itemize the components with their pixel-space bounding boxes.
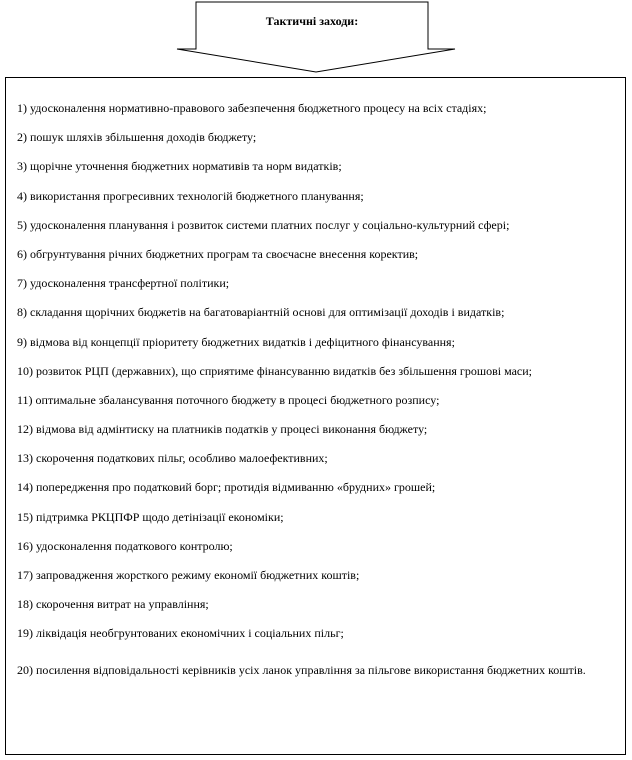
list-item: 11) оптимальне збалансування поточного бюджету в процесі бюджетного розпису; xyxy=(17,392,440,407)
list-item: 16) удосконалення податкового контролю; xyxy=(17,538,233,553)
header-title: Тактичні заходи: xyxy=(265,14,359,28)
measures-box xyxy=(5,77,626,755)
list-item: 4) використання прогресивних технологій бюджетного планування; xyxy=(17,188,364,203)
list-item: 8) складання щорічних бюджетів на багатоваріантній основі для оптимізації доходів і видатків; xyxy=(17,305,505,320)
down-arrow-shape xyxy=(0,0,632,80)
measures-list xyxy=(6,101,625,685)
list-item: 20) посилення відповідальності керівників усіх ланок управління за пільгове використання бюджетних коштів. xyxy=(17,662,586,677)
list-item: 13) скорочення податкових пільг, особливо малоефективних; xyxy=(17,451,328,466)
list-item: 19) ліквідація необгрунтованих економічних і соціальних пільг; xyxy=(17,626,344,641)
list-item: 5) удосконалення планування і розвиток системи платних послуг у соціально-культурний сфері; xyxy=(17,217,510,232)
list-item: 10) розвиток РЦП (державних), що сприятиме фінансуванню видатків без збільшення грошові маси; xyxy=(17,363,532,378)
list-item: 18) скорочення витрат на управління; xyxy=(17,597,209,612)
list-item: 12) відмова від адмінтиску на платників податків у процесі виконання бюджету; xyxy=(17,422,428,437)
list-item: 2) пошук шляхів збільшення доходів бюджету; xyxy=(17,130,257,145)
list-item: 15) підтримка РКЦПФР щодо детінізації економіки; xyxy=(17,509,284,524)
list-item: 3) щорічне уточнення бюджетних нормативів та норм видатків; xyxy=(17,159,342,174)
list-item: 17) запровадження жорсткого режиму економії бюджетних коштів; xyxy=(17,568,360,582)
list-item: 6) обгрунтування річних бюджетних програм та своєчасне внесення коректив; xyxy=(17,246,419,261)
list-item: 14) попередження про податковий борг; протидія відмиванню «брудних» грошей; xyxy=(17,480,436,495)
list-item: 1) удосконалення нормативно-правового забезпечення бюджетного процесу на всіх стадіях; xyxy=(17,101,487,115)
list-item: 7) удосконалення трансфертної політики; xyxy=(17,276,230,291)
list-item: 9) відмова від концепції пріоритету бюджетних видатків і дефіцитного фінансування; xyxy=(17,334,455,349)
